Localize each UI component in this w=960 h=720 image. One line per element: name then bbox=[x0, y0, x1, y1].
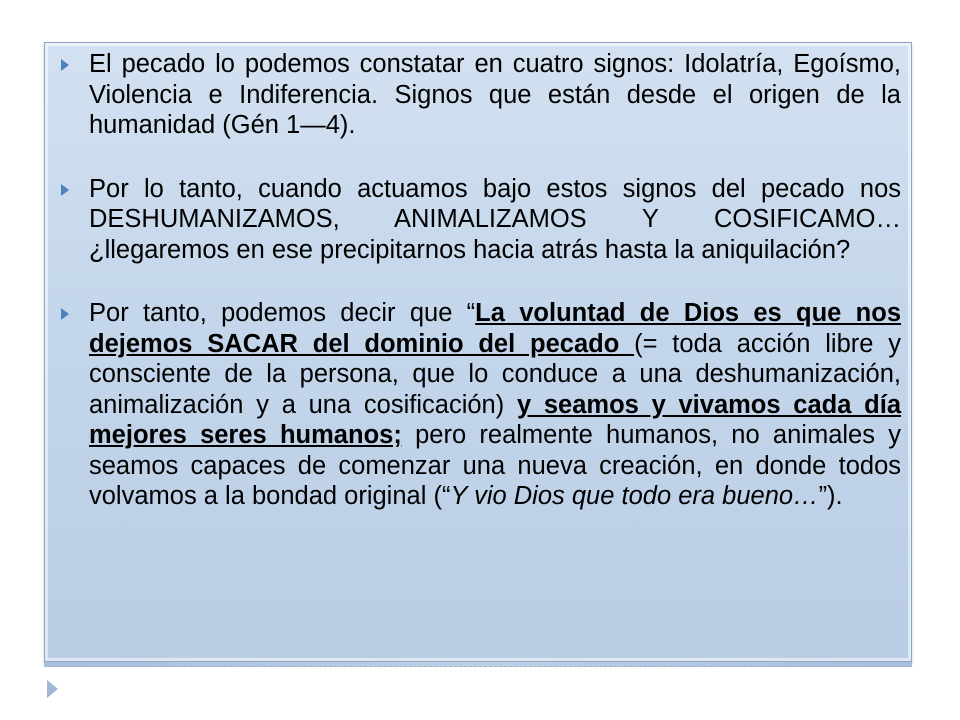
bullet-text: Por lo tanto, cuando actuamos bajo estos signos del pecado nos DESHUMANIZAMOS, ANIMALIZAMOS Y COSIFICAMO… ¿llegaremos en ese precipitarnos hacia atrás hasta la aniquilación? bbox=[89, 174, 901, 264]
bullet-ending: ”). bbox=[818, 482, 843, 510]
bullet-triangle-icon bbox=[61, 184, 69, 196]
bullet-item-will-of-god bbox=[45, 298, 911, 512]
bullet-list bbox=[45, 49, 911, 545]
be-human-emphasis: y seamos y vivamos cada día mejores seres humanos; bbox=[89, 390, 901, 449]
bullet-triangle-icon bbox=[61, 308, 69, 320]
sin-definition: (= toda acción libre y consciente de la persona, que lo conduce a una deshumanización, animalización y a una cosificación) bbox=[89, 329, 902, 419]
bullet-item-sin-signs bbox=[45, 49, 911, 141]
content-panel bbox=[44, 42, 912, 662]
bullet-item-dehumanization bbox=[45, 174, 911, 266]
genesis-quote: Y vio Dios que todo era bueno… bbox=[450, 482, 819, 510]
panel-bottom-divider bbox=[44, 662, 912, 667]
bullet-intro: Por tanto, podemos decir que “ bbox=[89, 299, 476, 327]
next-arrow-icon bbox=[47, 680, 58, 698]
bullet-triangle-icon bbox=[61, 59, 69, 71]
bullet-continuation: pero realmente humanos, no animales y seamos capaces de comenzar una nueva creación, en donde todos volvamos a la bondad original (“ bbox=[89, 421, 901, 510]
bullet-text: El pecado lo podemos constatar en cuatro signos: Idolatría, Egoísmo, Violencia e Indiferencia. Signos que están desde el origen de la humanidad (Gén 1—4). bbox=[89, 50, 901, 139]
will-of-god-emphasis: La voluntad de Dios es que nos dejemos SACAR del dominio del pecado bbox=[89, 299, 901, 358]
